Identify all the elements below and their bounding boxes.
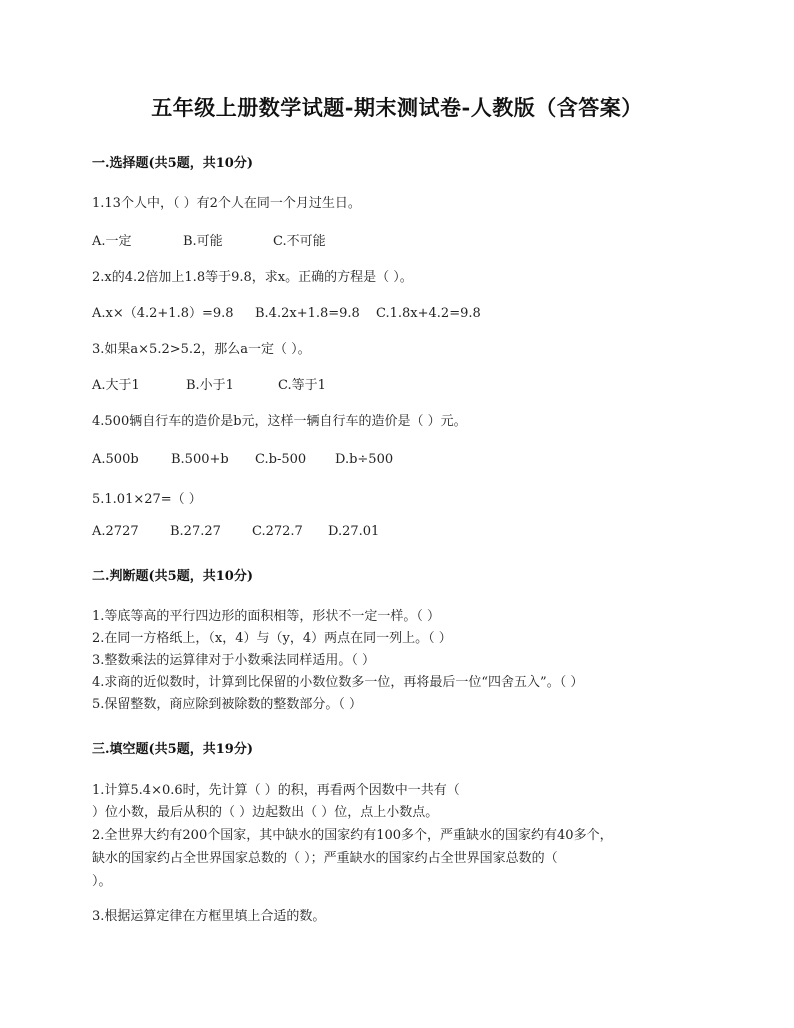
option-d: D.b÷500 xyxy=(335,452,394,467)
judgement-item: 1.等底等高的平行四边形的面积相等，形状不一定一样。（ ） xyxy=(92,609,441,624)
question-2-options xyxy=(92,302,481,321)
option-c: C.等于1 xyxy=(278,378,326,393)
option-d: D.27.01 xyxy=(328,524,380,539)
question-3-options xyxy=(92,374,326,393)
section-heading-choice: 一.选择题(共5题，共10分) xyxy=(92,156,253,171)
question-4: 4.500辆自行车的造价是b元，这样一辆自行车的造价是（ ）元。 xyxy=(92,414,467,429)
judgement-item: 2.在同一方格纸上，（x，4）与（y，4）两点在同一列上。（ ） xyxy=(92,631,452,646)
option-b: B.小于1 xyxy=(186,378,234,393)
question-5: 5.1.01×27=（ ） xyxy=(92,492,202,507)
question-1: 1.13个人中，（ ）有2个人在同一个月过生日。 xyxy=(92,196,361,211)
option-b: B.27.27 xyxy=(170,524,221,539)
option-a: A.大于1 xyxy=(92,378,140,393)
option-b: B.4.2x+1.8=9.8 xyxy=(255,306,360,321)
page-title: 五年级上册数学试题-期末测试卷-人教版（含答案） xyxy=(151,95,643,120)
option-c: C.1.8x+4.2=9.8 xyxy=(376,306,481,321)
option-c: C.272.7 xyxy=(252,524,303,539)
section-heading-fill-in: 三.填空题(共5题，共19分) xyxy=(92,742,253,757)
option-c: C.b-500 xyxy=(255,452,307,467)
question-1-options xyxy=(92,230,326,249)
question-5-options xyxy=(92,524,379,539)
fill-line: ）。 xyxy=(92,874,112,889)
judgement-item: 5.保留整数，商应除到被除数的整数部分。（ ） xyxy=(92,697,363,712)
option-b: B.可能 xyxy=(183,234,223,249)
question-2: 2.x的4.2倍加上1.8等于9.8，求x。正确的方程是（ ）。 xyxy=(92,270,413,285)
option-c: C.不可能 xyxy=(273,234,326,249)
fill-line: 缺水的国家约占全世界国家总数的（ ）；严重缺水的国家约占全世界国家总数的（ xyxy=(92,851,558,866)
option-b: B.500+b xyxy=(171,452,229,467)
question-3: 3.如果a×5.2>5.2，那么a一定（ ）。 xyxy=(92,342,311,357)
option-a: A.2727 xyxy=(92,524,139,539)
judgement-item: 3.整数乘法的运算律对于小数乘法同样适用。（ ） xyxy=(92,653,376,668)
fill-line: ）位小数，最后从积的（ ）边起数出（ ）位，点上小数点。 xyxy=(92,805,439,820)
judgement-item: 4.求商的近似数时，计算到比保留的小数位数多一位，再将最后一位“四舍五入”。（ ） xyxy=(92,675,584,690)
option-a: A.500b xyxy=(92,452,139,467)
option-a: A.一定 xyxy=(92,234,132,249)
section-heading-judgement: 二.判断题(共5题，共10分) xyxy=(92,569,253,584)
question-4-options xyxy=(92,452,393,467)
fill-line: 2.全世界大约有200个国家，其中缺水的国家约有100多个，严重缺水的国家约有40多个， xyxy=(92,828,613,843)
fill-line: 1.计算5.4×0.6时，先计算（ ）的积，再看两个因数中一共有（ xyxy=(92,783,460,798)
option-a: A.x×（4.2+1.8）=9.8 xyxy=(92,306,234,321)
fill-line: 3.根据运算定律在方框里填上合适的数。 xyxy=(92,909,326,924)
